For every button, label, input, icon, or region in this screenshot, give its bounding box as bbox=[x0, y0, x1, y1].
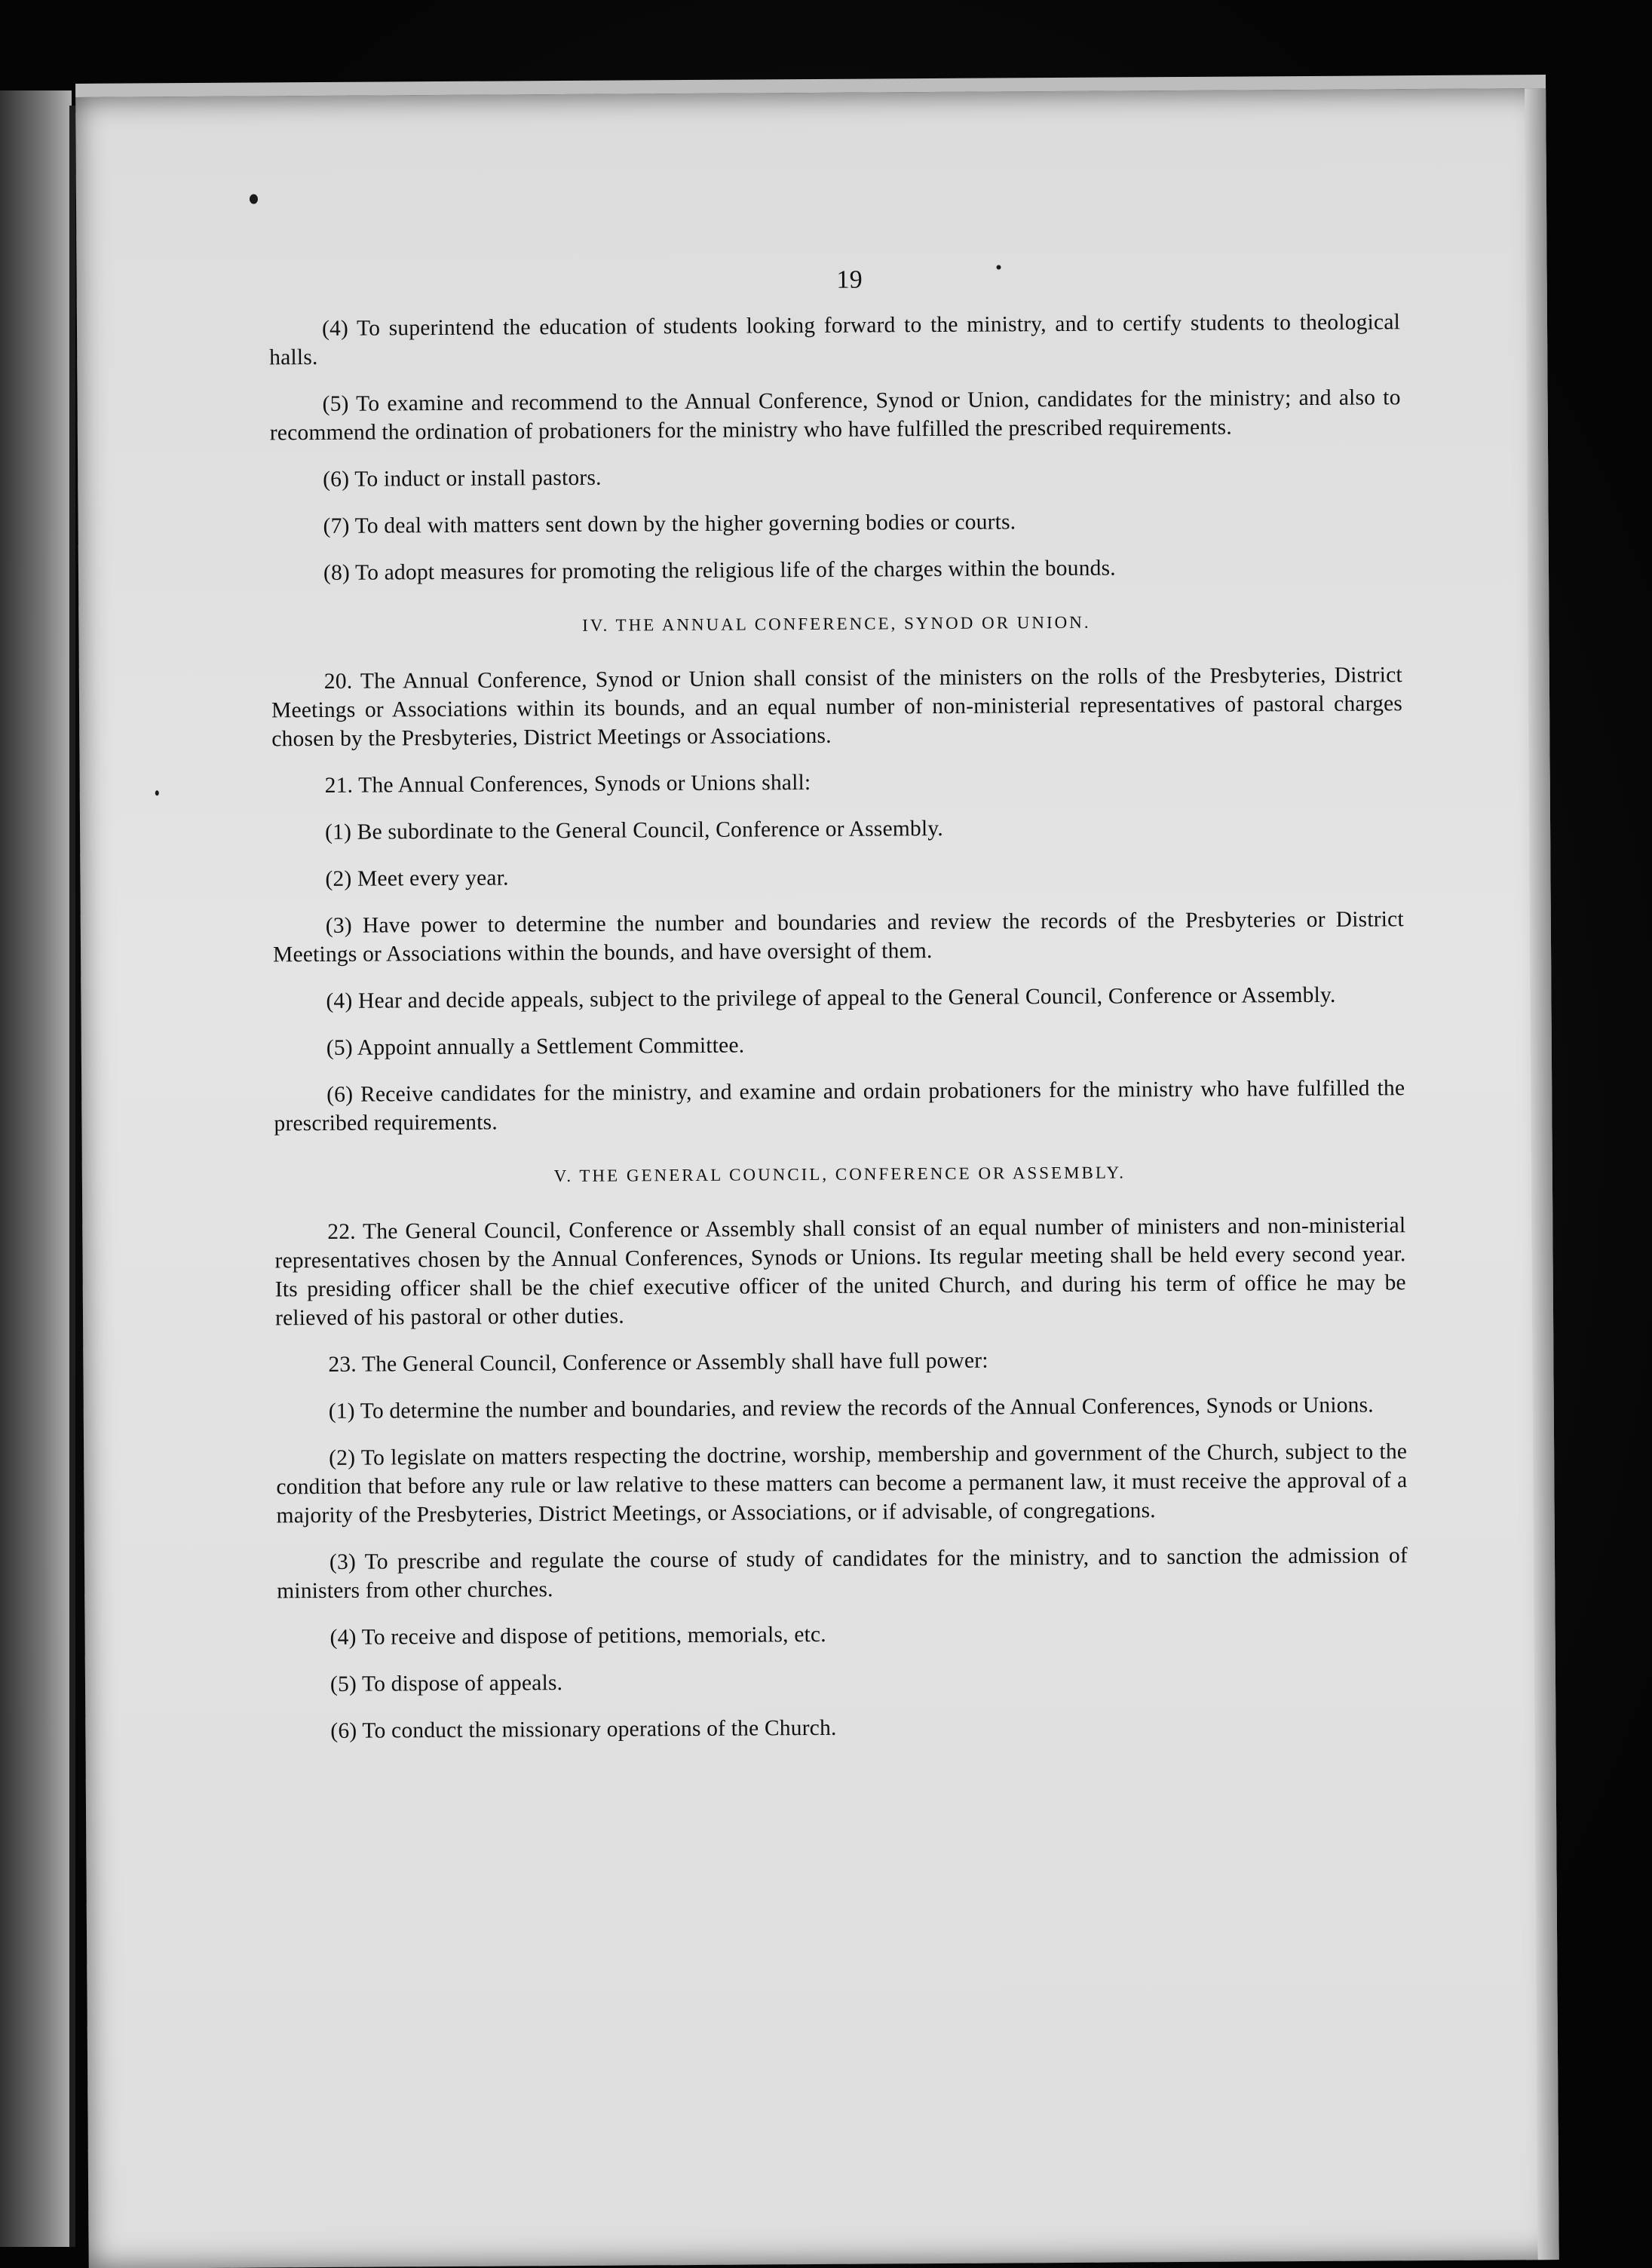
clause-5-examine: (5) To examine and recommend to the Annual Conference, Synod or Union, candidates for the ministry; and also to recommend the ordination of probationers for the ministry who have fulfilled the prescribed requirements. bbox=[269, 385, 1401, 446]
article-23-clause-3: (3) To prescribe and regulate the course of study of candidates for the ministry, and to sanction the admission of ministers from other churches. bbox=[277, 1543, 1408, 1604]
document-page bbox=[75, 75, 1559, 2268]
article-22: 22. The General Council, Conference or Assembly shall consist of an equal number of ministers and non-ministerial representatives chosen by the Annual Conferences, Synods or Unions. Its regular meeting shall be held every second year. Its presiding officer shall be the chief executive officer of the united Church, and during his term of office he may be relieved of his pastoral or other duties. bbox=[274, 1213, 1406, 1331]
dust-speck bbox=[155, 790, 159, 795]
article-21-clause-6: (6) Receive candidates for the ministry, and examine and ordain probationers for the ministry who have fulfilled the prescribed requirements. bbox=[274, 1076, 1405, 1136]
section-heading-iv: IV. THE ANNUAL CONFERENCE, SYNOD OR UNION. bbox=[582, 612, 1091, 635]
article-23-clause-6: (6) To conduct the missionary operations of the Church. bbox=[330, 1715, 837, 1743]
article-20: 20. The Annual Conference, Synod or Union shall consist of the ministers on the rolls of the Presbyteries, District Meetings or Associations within its bounds, and an equal number of non-ministerial representatives of pastoral charges chosen by the Presbyteries, District Meetings or Associations. bbox=[271, 663, 1403, 752]
article-23-clause-2: (2) To legislate on matters respecting the doctrine, worship, membership and government of the Church, subject to the condition that before any rule or law relative to these matters can become a permanent law, it must receive the approval of a majority of the Presbyteries, District Meetings, or Associations, or if advisable, of congregations. bbox=[276, 1439, 1408, 1528]
dust-speck bbox=[250, 194, 258, 204]
article-21-clause-1: (1) Be subordinate to the General Council, Conference or Assembly. bbox=[324, 816, 944, 844]
article-21-clause-3: (3) Have power to determine the number and boundaries and review the records of the Presbyteries or District Meetings or Associations within the bounds, and have oversight of them. bbox=[272, 907, 1404, 967]
facing-page-edge bbox=[0, 90, 72, 2247]
article-21: 21. The Annual Conferences, Synods or Unions shall: bbox=[324, 771, 811, 798]
clause-4-superintend: (4) To superintend the education of students looking forward to the ministry, and to certify students to theological halls. bbox=[269, 310, 1401, 370]
clause-7-matters: (7) To deal with matters sent down by the higher governing bodies or courts. bbox=[323, 510, 1016, 538]
section-heading-v: V. THE GENERAL COUNCIL, CONFERENCE OR ASSEMBLY. bbox=[553, 1163, 1126, 1186]
article-23-clause-1: (1) To determine the number and boundaries, and review the records of the Annual Conferences, Synods or Unions. bbox=[328, 1393, 1374, 1424]
page-number: 19 bbox=[836, 265, 863, 294]
book-spine bbox=[69, 106, 75, 2247]
page-text bbox=[269, 262, 1409, 1764]
article-21-clause-5: (5) Appoint annually a Settlement Committee. bbox=[326, 1033, 745, 1060]
clause-8-measures: (8) To adopt measures for promoting the religious life of the charges within the bounds. bbox=[323, 556, 1116, 585]
article-21-clause-4: (4) Hear and decide appeals, subject to the privilege of appeal to the General Council, Conference or Assembly. bbox=[326, 982, 1336, 1013]
article-23: 23. The General Council, Conference or Assembly shall have full power: bbox=[328, 1348, 988, 1377]
clause-6-induct: (6) To induct or install pastors. bbox=[323, 465, 602, 492]
article-23-clause-4: (4) To receive and dispose of petitions, memorials, etc. bbox=[329, 1622, 826, 1650]
article-21-clause-2: (2) Meet every year. bbox=[325, 866, 509, 891]
article-23-clause-5: (5) To dispose of appeals. bbox=[329, 1671, 563, 1696]
